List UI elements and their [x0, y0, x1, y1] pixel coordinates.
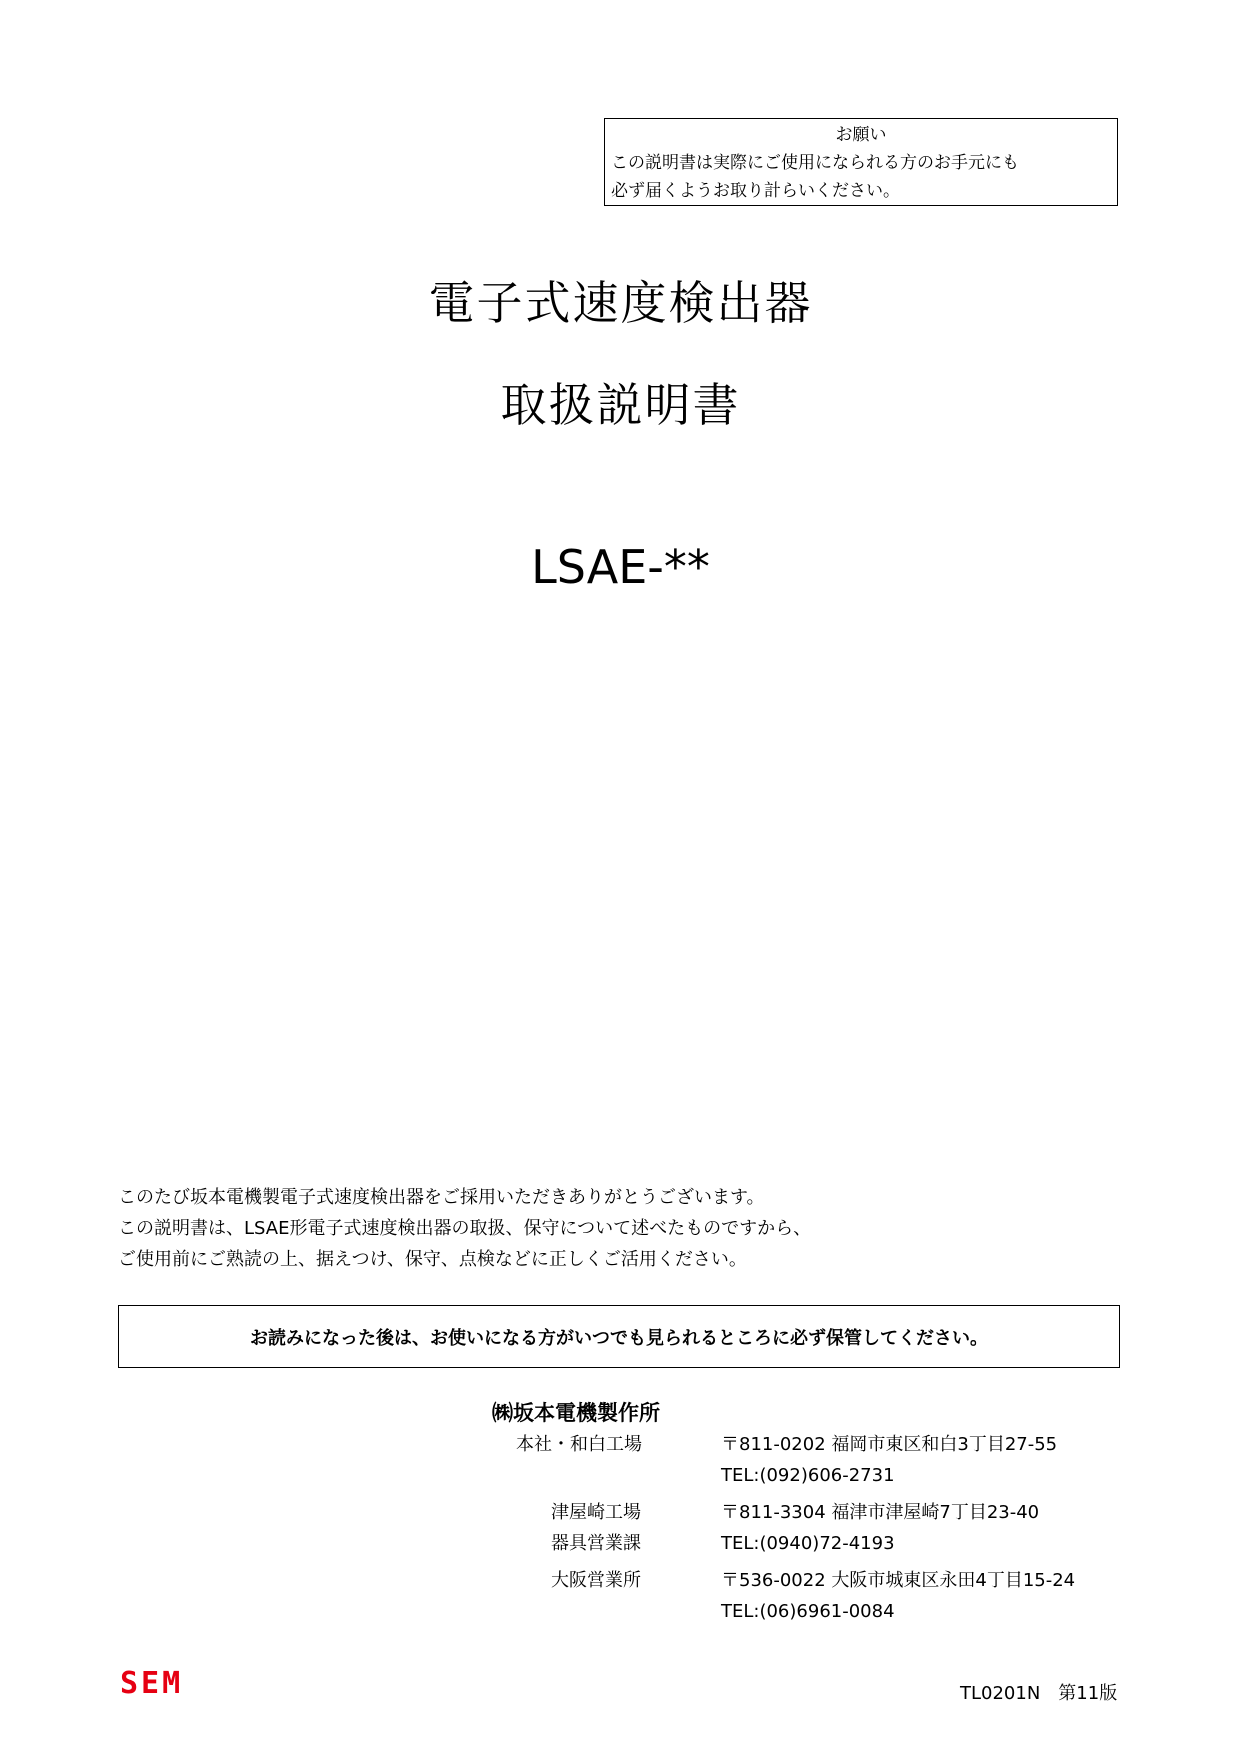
company-name: ㈱坂本電機製作所 [492, 1401, 660, 1425]
office-contact [721, 1429, 1141, 1491]
office-address: 〒811-3304 福津市津屋崎7丁目23-40 [721, 1502, 1040, 1523]
office-name: 本社・和白工場 [516, 1434, 642, 1455]
intro-line-1: このたび坂本電機製電子式速度検出器をご採用いただきありがとうございます。 [118, 1187, 765, 1208]
sem-logo: SEM [120, 1666, 184, 1701]
office-contact [721, 1565, 1141, 1627]
request-notice-box [604, 118, 1118, 206]
document-title-line-1: 電子式速度検出器 [428, 276, 813, 330]
office-name: 津屋崎工場 器具営業課 [551, 1502, 641, 1554]
request-line-1: この説明書は実際にご使用になられる方のお手元にも [611, 153, 1019, 173]
office-name: 大阪営業所 [551, 1570, 641, 1591]
request-heading: お願い [835, 125, 887, 145]
office-tel: TEL:(092)606-2731 [721, 1465, 895, 1486]
office-address: 〒811-0202 福岡市東区和白3丁目27-55 [721, 1434, 1058, 1455]
request-line-2: 必ず届くようお取り計らいください。 [611, 181, 900, 201]
storage-notice-text: お読みになった後は、お使いになる方がいつでも見られるところに必ず保管してください。 [250, 1327, 988, 1349]
storage-notice-box [118, 1305, 1120, 1368]
office-tel: TEL:(06)6961-0084 [721, 1601, 895, 1622]
document-title-line-2: 取扱説明書 [500, 378, 741, 432]
document-number: TL0201N 第11版 [960, 1683, 1118, 1704]
office-address: 〒536-0022 大阪市城東区永田4丁目15-24 [721, 1570, 1076, 1591]
intro-line-2: この説明書は、LSAE形電子式速度検出器の取扱、保守について述べたものですから、 [118, 1218, 812, 1239]
intro-line-3: ご使用前にご熟読の上、据えつけ、保守、点検などに正しくご活用ください。 [118, 1249, 747, 1270]
office-contact [721, 1497, 1141, 1559]
office-tel: TEL:(0940)72-4193 [721, 1533, 895, 1554]
intro-paragraph [118, 1182, 1118, 1275]
model-number: LSAE-** [531, 540, 710, 594]
